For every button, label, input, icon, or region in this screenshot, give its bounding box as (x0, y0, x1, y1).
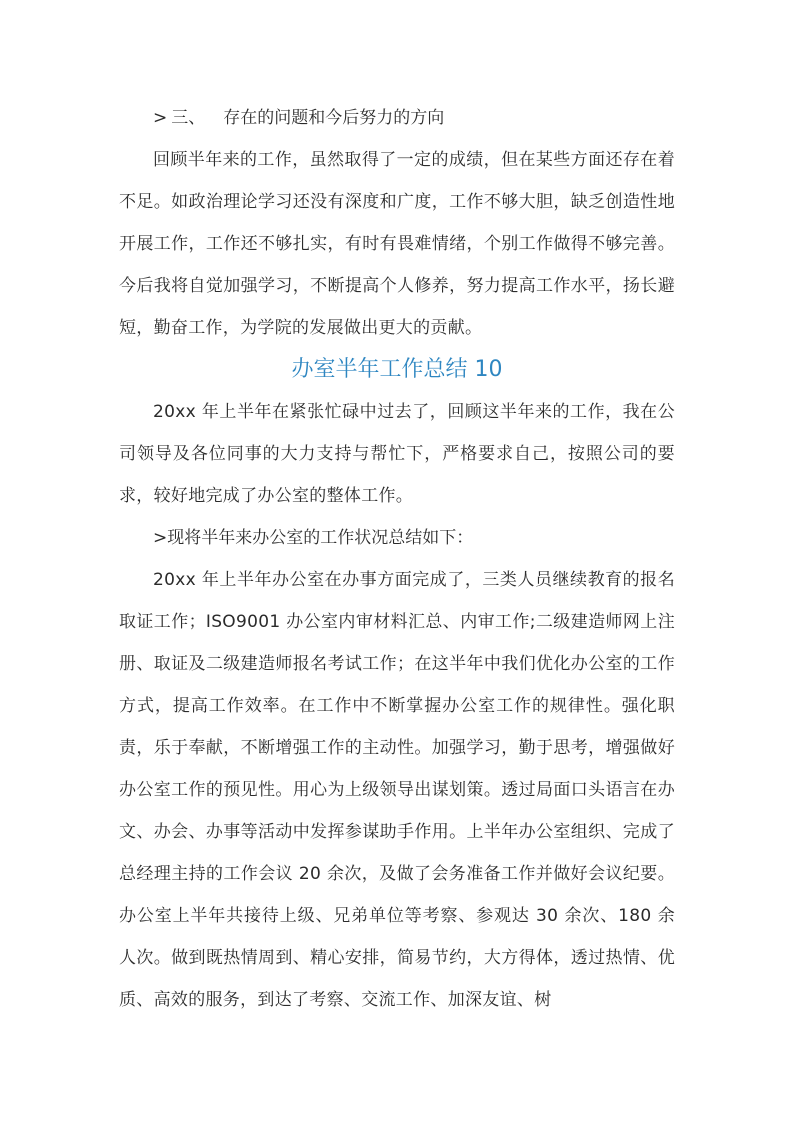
paragraph-review: 回顾半年来的工作，虽然取得了一定的成绩，但在某些方面还存在着不足。如政治理论学习还没有深度和广度，工作不够大胆，缺乏创造性地开展工作，工作还不够扎实，有时有畏难情绪，个别工作做得不够完善。今后我将自觉加强学习，不断提高个人修养，努力提高工作水平，扬长避短，勤奋工作，为学院的发展做出更大的贡献。 (119, 150, 675, 338)
paragraph-work-details: 20xx 年上半年办公室在办事方面完成了，三类人员继续教育的报名取证工作；ISO9001 办公室内审材料汇总、内审工作;二级建造师网上注册、取证及二级建造师报名考试工作；在这半年中我们优化办公室的工作方式，提高工作效率。在工作中不断掌握办公室工作的规律性。强化职责，乐于奉献，不断增强工作的主动性。加强学习，勤于思考，增强做好办公室工作的预见性。用心为上级领导出谋划策。透过局面口头语言在办文、办会、办事等活动中发挥参谋助手作用。上半年办公室组织、完成了总经理主持的工作会议 20 余次，及做了会务准备工作并做好会议纪要。办公室上半年共接待上级、兄弟单位等考察、参观达 30 余次、180 余人次。做到既热情周到、精心安排，简易节约，大方得体，透过热情、优质、高效的服务，到达了考察、交流工作、加深友谊、树 (119, 570, 675, 1010)
section-title: 存在的问题和今后努力的方向 (223, 108, 445, 128)
document-body (119, 97, 675, 1021)
subheading-summary (119, 517, 675, 559)
subheading-text: 现将半年来办公室的工作状况总结如下： (167, 528, 474, 548)
section-heading-3 (119, 97, 675, 139)
bullet-marker: > (153, 108, 168, 128)
bullet-marker: > (153, 528, 168, 548)
section-number: 三、 (171, 108, 206, 128)
document-title: 办室半年工作总结 10 (291, 357, 503, 382)
paragraph-intro: 20xx 年上半年在紧张忙碌中过去了，回顾这半年来的工作，我在公司领导及各位同事的大力支持与帮忙下，严格要求自己，按照公司的要求，较好地完成了办公室的整体工作。 (119, 402, 675, 506)
